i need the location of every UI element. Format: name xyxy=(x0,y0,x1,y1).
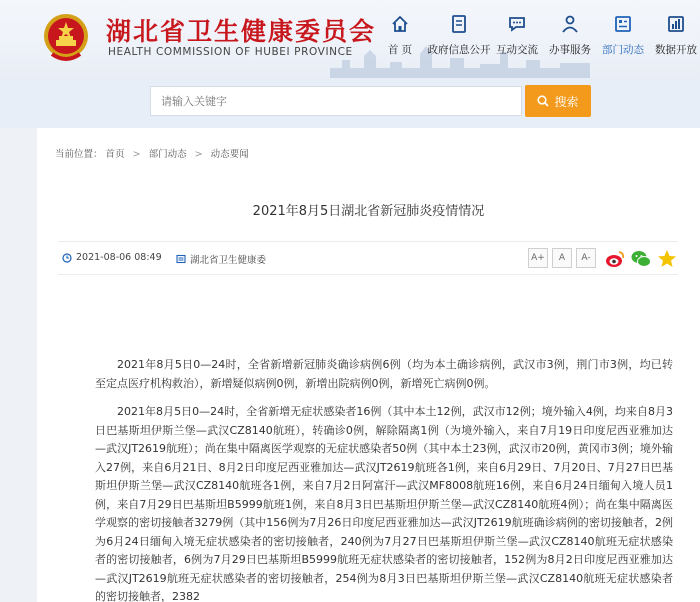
search-icon xyxy=(537,95,549,107)
home-icon xyxy=(390,14,410,34)
font-size-label: A- xyxy=(581,253,591,263)
department-news-icon xyxy=(613,14,633,34)
nav-label: 首 页 xyxy=(387,44,413,56)
search-button-label: 搜索 xyxy=(554,94,579,109)
article-meta-bar xyxy=(58,241,678,275)
breadcrumb xyxy=(55,146,249,160)
publish-date xyxy=(62,252,162,263)
nav-item-gov-info[interactable] xyxy=(423,14,495,64)
source-icon xyxy=(176,254,186,264)
article-paragraph: 2021年8月5日0—24时，全省新增新冠肺炎确诊病例6例（均为本土确诊病例，武汉市3例，荆门市3例，均已转至定点医疗机构救治），新增疑似病例0例，新增出院病例0例，新增死亡病例0例。 xyxy=(95,358,673,390)
article-source xyxy=(176,252,266,266)
article-paragraph: 2021年8月5日0—24时，全省新增无症状感染者16例（其中本土12例，武汉市12例；境外输入4例，均来自8月3日巴基斯坦伊斯兰堡—武汉CZ8140航班），转确诊0例，解除隔离1例（为境外输入，来自7月19日印度尼西亚雅加达—武汉JT2619航班）；尚在集中隔离医学观察的无症状感染者50例（其中本土23例，武汉市20例，黄冈市3例；境外输入27例，来自6月21日、8月2日印度尼西亚雅加达—武汉JT2619航班各1例，来自6月29日、7月20日、7月27日巴基斯坦伊斯兰堡—武汉CZ8140航班各1例，来自7月2日阿富汗—武汉MF8008航班16例，来自6月24日缅甸入境人员1例，来自7月29日巴基斯坦B5999航班1例，来自8月3日巴基斯坦伊斯兰堡—武汉CZ8140航班4例）；尚在集中隔离医学观察的密切接触者3279例（其中156例为7月26日印度尼西亚雅加达—武汉JT2619航班确诊病例的密切接触者，2例为6月24日缅甸入境无症状感染者的密切接触者，240例为7月27日巴基斯坦伊斯兰堡—武汉CZ8140航班无症状感染者的密切接触者，6例为7月29日巴基斯坦B5999航班无症状感染者的密切接触者，152例为8月2日印度尼西亚雅加达—武汉JT2619航班无症状感染者的密切接触者，254例为8月3日巴基斯坦伊斯兰堡—武汉CZ8140航班无症状感染者的密切接触者，2382 xyxy=(95,405,673,602)
favorite-star-icon[interactable] xyxy=(656,248,678,270)
nav-item-services[interactable] xyxy=(540,14,600,64)
weibo-icon[interactable] xyxy=(604,248,626,270)
document-icon xyxy=(449,14,469,34)
chat-icon xyxy=(507,14,527,34)
font-size-default-button[interactable] xyxy=(552,248,572,268)
nav-label: 互动交流 xyxy=(496,44,538,56)
wechat-icon[interactable] xyxy=(630,248,652,270)
site-header xyxy=(0,0,700,78)
nav-label: 部门动态 xyxy=(602,44,644,56)
article-source-text: 湖北省卫生健康委 xyxy=(190,255,267,266)
breadcrumb-separator: > xyxy=(194,149,203,160)
article-title: 2021年8月5日湖北省新冠肺炎疫情情况 xyxy=(252,204,485,219)
font-size-decrease-button[interactable] xyxy=(576,248,596,268)
nav-item-open-data[interactable] xyxy=(646,14,700,64)
nav-item-home[interactable] xyxy=(370,14,430,64)
breadcrumb-prefix: 当前位置： xyxy=(55,149,103,160)
site-subtitle: HEALTH COMMISSION OF HUBEI PROVINCE xyxy=(108,46,353,58)
national-emblem-icon xyxy=(42,10,90,66)
article-container xyxy=(37,128,700,602)
nav-label: 数据开放 xyxy=(655,44,697,56)
nav-item-dept-news[interactable] xyxy=(593,14,653,64)
data-icon xyxy=(666,14,686,34)
site-title[interactable]: 湖北省卫生健康委员会 xyxy=(106,17,377,46)
clock-icon xyxy=(62,253,72,263)
breadcrumb-separator: > xyxy=(132,149,141,160)
font-size-increase-button[interactable] xyxy=(528,248,548,268)
service-icon xyxy=(560,14,580,34)
search-input[interactable] xyxy=(150,86,522,116)
publish-date-text: 2021-08-06 08:49 xyxy=(76,252,162,263)
breadcrumb-news[interactable]: 动态要闻 xyxy=(210,149,249,160)
font-size-label: A+ xyxy=(531,253,545,263)
font-size-label: A xyxy=(558,253,566,263)
nav-label: 政府信息公开 xyxy=(427,44,491,56)
nav-label: 办事服务 xyxy=(549,44,591,56)
breadcrumb-home[interactable]: 首页 xyxy=(105,149,125,160)
nav-item-interaction[interactable] xyxy=(487,14,547,64)
breadcrumb-dept-news[interactable]: 部门动态 xyxy=(148,149,187,160)
search-button[interactable] xyxy=(525,85,591,117)
main-nav xyxy=(370,14,700,64)
